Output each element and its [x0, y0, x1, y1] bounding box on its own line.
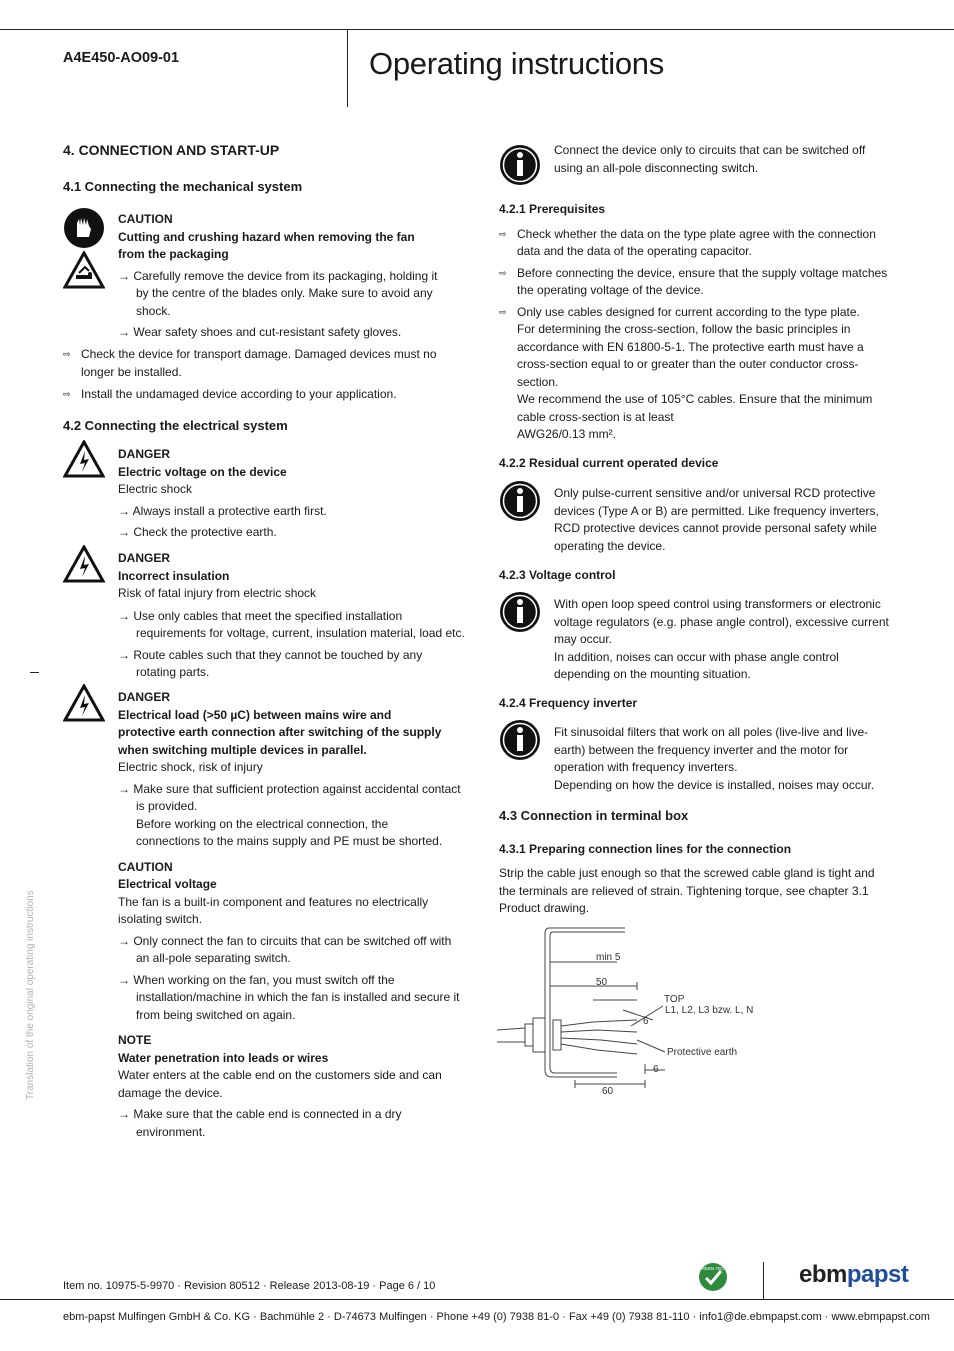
- list-item-text: the operating voltage of the device.: [517, 283, 704, 297]
- note-text: Water enters at the cable end on the customers side and can: [118, 1068, 442, 1082]
- note-title: Water penetration into leads or wires: [118, 1050, 329, 1065]
- action-item: → When working on the fan, you must switch off the: [118, 972, 395, 987]
- frequency-inverter-text: [554, 724, 894, 794]
- info-text: devices (Type A or B) are permitted. Like frequency inverters,: [554, 503, 879, 518]
- terminal-box-section: [499, 807, 894, 918]
- dimension-label: 6: [653, 1064, 659, 1075]
- list-item-text: Only use cables designed for current according to the type plate.: [517, 304, 860, 319]
- action-item: → Make sure that sufficient protection against accidental contact: [118, 781, 461, 796]
- footer-logo-divider: [763, 1262, 764, 1300]
- list-item-text: data and the data of the operating capacitor.: [517, 244, 752, 258]
- action-item: → Use only cables that meet the specified installation: [118, 608, 403, 623]
- fold-mark: [30, 672, 39, 673]
- danger-label: DANGER: [118, 690, 171, 704]
- danger-block-1: [118, 446, 468, 542]
- subsection-4-2-heading: 4.2 Connecting the electrical system: [63, 417, 288, 433]
- danger-text: Risk of fatal injury from electric shock: [118, 586, 317, 600]
- green-tech-logo-icon: [698, 1262, 728, 1292]
- cable-preparation-drawing: [497, 922, 767, 1098]
- action-item: an all-pole separating switch.: [136, 951, 291, 965]
- high-voltage-warning-icon: [63, 545, 105, 583]
- note-text: damage the device.: [118, 1085, 223, 1100]
- info-text: Fit sinusoidal filters that work on all poles (live-live and live-: [554, 725, 869, 739]
- action-item: → Make sure that the cable end is connected in a dry: [118, 1107, 402, 1121]
- dimension-label: min 5: [596, 952, 621, 963]
- info-note-0: [554, 142, 894, 177]
- info-text: voltage regulators (e.g. phase angle control), excessive current: [554, 614, 889, 629]
- info-text: RCD protective devices cannot provide personal safety while: [554, 521, 877, 535]
- bullet-arrow-icon: ⇨: [499, 228, 507, 239]
- dimension-label: 60: [602, 1086, 614, 1097]
- action-item: connections to the mains supply and PE must be shorted.: [136, 834, 443, 848]
- green-tech-label: GREEN TECH: [698, 1266, 728, 1271]
- header-top-rule: [0, 29, 954, 30]
- footer-company-info: ebm-papst Mulfingen GmbH & Co. KG · Bachmühle 2 · D-74673 Mulfingen · Phone +49 (0) 7938 81-0 · Fax +49 (0) 7938 81-110 · info1@de.ebmpapst.com · www.ebmpapst.com: [63, 1311, 930, 1323]
- bullet-arrow-icon: ⇨: [63, 349, 71, 359]
- info-icon: [499, 591, 541, 633]
- rcd-text: [554, 485, 894, 555]
- drawing-label: L1, L2, L3 bzw. L, N: [665, 1005, 754, 1016]
- footer-rule: [0, 1299, 954, 1300]
- voltage-control-text: [554, 596, 894, 684]
- info-text: depending on the mounting situation.: [554, 667, 751, 681]
- list-item-text: cable cross-section is at least: [517, 409, 674, 424]
- drawing-label: Protective earth: [667, 1047, 738, 1058]
- info-text: earth) between the frequency inverter and the motor for: [554, 742, 849, 757]
- list-item-text: AWG26/0.13 mm².: [517, 427, 616, 441]
- danger-title: protective earth connection after switching of the supply: [118, 725, 442, 739]
- bullet-arrow-icon: ⇨: [499, 267, 507, 278]
- drawing-label: TOP: [664, 994, 685, 1005]
- list-item: [63, 386, 463, 404]
- list-item: [499, 304, 894, 444]
- paragraph-text: the terminals are relieved of strain. Tightening torque, see chapter 3.1: [499, 883, 869, 898]
- list-item-text: Check the device for transport damage. Damaged devices must no: [81, 347, 437, 361]
- header-divider: [347, 29, 348, 107]
- left-column: [63, 142, 463, 195]
- logo-part-ebm: ebm: [799, 1261, 847, 1288]
- mechanical-bullets: [63, 346, 463, 434]
- document-id: A4E450-AO09-01: [63, 50, 180, 66]
- high-voltage-warning-icon: [63, 684, 105, 722]
- info-text: Only pulse-current sensitive and/or universal RCD protective: [554, 486, 876, 500]
- list-item: [499, 265, 894, 300]
- action-item: → Check the protective earth.: [118, 525, 277, 539]
- gloves-icon: [63, 207, 105, 249]
- info-text: In addition, noises can occur with phase angle control: [554, 649, 839, 664]
- dimension-label: 50: [596, 977, 608, 988]
- subsection-4-1-heading: 4.1 Connecting the mechanical system: [63, 178, 303, 194]
- info-text: may occur.: [554, 632, 613, 646]
- caution-block-mechanical: [118, 211, 463, 342]
- action-item: → Only connect the fan to circuits that can be switched off with: [118, 933, 452, 948]
- list-item-text: section.: [517, 374, 559, 389]
- action-item: by the centre of the blades only. Make sure to avoid any: [136, 286, 433, 300]
- ebmpapst-logo: [799, 1260, 908, 1290]
- list-item-text: For determining the cross-section, follow the basic principles in: [517, 322, 851, 336]
- info-text: Depending on how the device is installed, noises may occur.: [554, 777, 875, 792]
- info-icon: [499, 144, 541, 186]
- danger-text: Electric shock: [118, 482, 193, 496]
- list-item-text: cross-section equal to or greater than the outer conductor cross-: [517, 357, 859, 371]
- danger-title: Electric voltage on the device: [118, 464, 287, 479]
- note-label: NOTE: [118, 1033, 152, 1047]
- danger-title: Incorrect insulation: [118, 568, 230, 583]
- bullet-arrow-icon: ⇨: [63, 389, 71, 399]
- action-item: installation/machine in which the fan is installed and secure it: [136, 990, 460, 1004]
- paragraph-text: Product drawing.: [499, 901, 590, 915]
- list-item-text: Check whether the data on the type plate agree with the connection: [517, 226, 876, 241]
- list-item-text: We recommend the use of 105°C cables. Ensure that the minimum: [517, 392, 873, 406]
- subsection-4-2-3-heading: 4.2.3 Voltage control: [499, 568, 616, 582]
- info-text: operation with frequency inverters.: [554, 760, 738, 774]
- danger-block-3: [118, 689, 468, 1141]
- side-translation-note: Translation of the original operating instructions: [25, 890, 36, 1100]
- action-item: → Wear safety shoes and cut-resistant safety gloves.: [118, 325, 402, 339]
- list-item-text: longer be installed.: [81, 364, 182, 379]
- list-item: [63, 346, 463, 381]
- bullet-arrow-icon: ⇨: [499, 306, 507, 317]
- list-item-text: Before connecting the device, ensure that the supply voltage matches: [517, 265, 888, 280]
- action-item: → Route cables such that they cannot be touched by any: [118, 647, 423, 662]
- action-item: is provided.: [136, 799, 198, 813]
- action-item: requirements for voltage, current, insulation material, load etc.: [136, 626, 465, 640]
- danger-title: Electrical load (>50 µC) between mains wire and: [118, 707, 392, 722]
- caution-text: isolating switch.: [118, 912, 203, 926]
- action-item: → Always install a protective earth first.: [118, 503, 327, 518]
- prerequisites-section: [499, 201, 894, 472]
- subsection-4-2-4-heading: 4.2.4 Frequency inverter: [499, 696, 638, 710]
- action-item: from being switched on again.: [136, 1007, 296, 1022]
- action-item: → Carefully remove the device from its packaging, holding it: [118, 268, 438, 283]
- caution-label: CAUTION: [118, 859, 173, 874]
- section-heading: 4. CONNECTION AND START-UP: [63, 142, 280, 158]
- action-item: environment.: [136, 1124, 206, 1139]
- list-item: [499, 226, 894, 261]
- danger-block-2: [118, 550, 468, 682]
- high-voltage-warning-icon: [63, 440, 105, 478]
- caution-text: The fan is a built-in component and features no electrically: [118, 894, 429, 909]
- action-item: Before working on the electrical connection, the: [136, 816, 389, 831]
- subsection-4-3-heading: 4.3 Connection in terminal box: [499, 808, 689, 823]
- info-text: operating the device.: [554, 538, 666, 553]
- caution-title: Cutting and crushing hazard when removing the fan: [118, 229, 415, 244]
- paragraph-text: Strip the cable just enough so that the screwed cable gland is tight and: [499, 866, 875, 880]
- danger-label: DANGER: [118, 551, 171, 565]
- caution-label: CAUTION: [118, 212, 173, 226]
- crushing-hazard-icon: [63, 251, 105, 289]
- info-icon: [499, 719, 541, 761]
- info-icon: [499, 480, 541, 522]
- list-item-text: accordance with EN 61800-5-1. The protective earth must have a: [517, 339, 864, 354]
- action-item: shock.: [136, 303, 171, 318]
- info-text: With open loop speed control using transformers or electronic: [554, 597, 881, 611]
- dimension-label: 6: [643, 1016, 649, 1027]
- danger-label: DANGER: [118, 447, 171, 461]
- caution-title: Electrical voltage: [118, 877, 217, 891]
- page-title: Operating instructions: [369, 46, 664, 81]
- subsection-4-2-2-heading: 4.2.2 Residual current operated device: [499, 455, 719, 470]
- list-item-text: Install the undamaged device according to your application.: [81, 387, 397, 401]
- logo-part-papst: papst: [846, 1261, 909, 1288]
- caution-title: from the packaging: [118, 247, 229, 261]
- footer-item-info: Item no. 10975-5-9970 · Revision 80512 · Release 2013-08-19 · Page 6 / 10: [63, 1280, 436, 1292]
- action-item: rotating parts.: [136, 665, 210, 679]
- subsection-4-3-1-heading: 4.3.1 Preparing connection lines for the connection: [499, 841, 792, 856]
- info-text: Connect the device only to circuits that can be switched off: [554, 143, 866, 157]
- danger-text: Electric shock, risk of injury: [118, 760, 263, 774]
- subsection-4-2-1-heading: 4.2.1 Prerequisites: [499, 202, 606, 216]
- danger-title: when switching multiple devices in parallel.: [118, 742, 367, 757]
- info-text: using an all-pole disconnecting switch.: [554, 160, 759, 175]
